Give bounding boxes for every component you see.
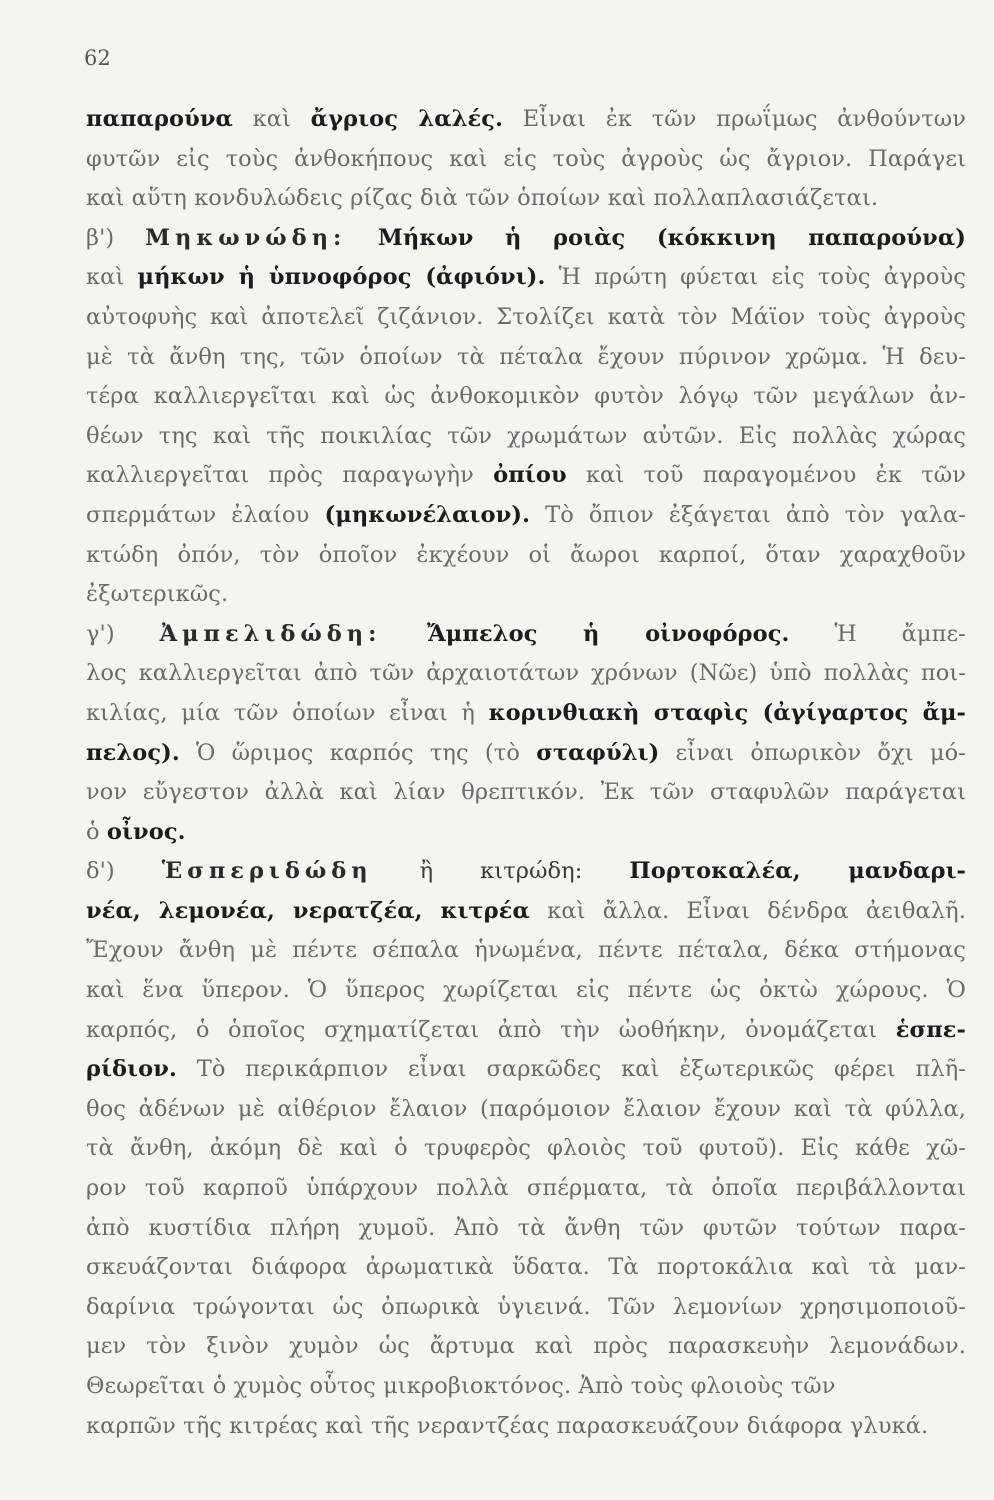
bold-term: Πορτοκαλέα, μανδαρι- [629, 858, 966, 885]
bold-term: κορινθιακὴ σταφὶς (ἀγίγαρτος ἄμ- [488, 699, 966, 726]
text-run: κιλίας, μία τῶν ὁποίων εἶναι ἡ [86, 699, 489, 726]
text-run: ρον τοῦ καρποῦ ὑπάρχουν πολλὰ σπέρματα, τὰ ὁποῖα περιβάλλονται [86, 1175, 966, 1202]
bold-term: πελος). [86, 739, 180, 766]
text-line [86, 813, 966, 853]
text-line [86, 179, 966, 219]
text-line [86, 219, 966, 259]
text-run: β') [86, 224, 146, 251]
text-line [86, 140, 966, 180]
text-run: θος ἀδένων μὲ αἰθέριον ἔλαιον (παρόμοιον ἔλαιον ἔχουν καὶ τὰ φύλλα, [86, 1095, 966, 1122]
text-run: μεν τὸν ξινὸν χυμὸν ὡς ἄρτυμα καὶ πρὸς παρασκευὴν λεμονάδων. [86, 1333, 966, 1360]
bold-term: οἶνος. [106, 818, 186, 845]
text-line [86, 417, 966, 457]
text-run: Ἡ ἄμπε- [789, 620, 966, 647]
text-line [86, 377, 966, 417]
text-line [86, 1209, 966, 1249]
bold-term: παπαρούνα [86, 106, 233, 132]
text-line [86, 1407, 966, 1447]
bold-term: νέα, λεμονέα, νερατζέα, κιτρέα [86, 897, 530, 924]
text-line [86, 1288, 966, 1328]
text-line [86, 496, 966, 536]
text-line [86, 1169, 966, 1209]
text-run: ἢ κιτρώδη: [372, 858, 630, 885]
text-run: φυτῶν εἰς τοὺς ἀνθοκήπους καὶ εἰς τοὺς ἀγροὺς ὡς ἄγριον. Παράγει [86, 145, 966, 172]
bold-term: μήκων ἡ ὑπνοφόρος (ἀφιόνι). [137, 264, 546, 291]
bold-term: Ἀμπελιδώδη: [159, 620, 382, 647]
text-run: Τὸ ὄπιον ἐξάγεται ἀπὸ τὸν γαλα- [530, 501, 966, 528]
text-run: Ὁ ὥριμος καρπός της (τὸ [179, 739, 537, 766]
text-run: εἶναι ὀπωρικὸν ὄχι μό- [659, 739, 966, 766]
text-line [86, 575, 966, 615]
text-run: τέρα καλλιεργεῖται καὶ ὡς ἀνθοκομικὸν φυτὸν λόγῳ τῶν μεγάλων ἀν- [86, 383, 966, 410]
text-line [86, 971, 966, 1011]
text-run: θέων της καὶ τῆς ποικιλίας τῶν χρωμάτων αὐτῶν. Εἰς πολλὰς χώρας [86, 422, 966, 449]
bold-term: ἄγριος λαλές. [310, 106, 504, 132]
text-run: νον εὔγεστον ἀλλὰ καὶ λίαν θρεπτικόν. Ἐκ τῶν σταφυλῶν παράγεται [86, 779, 966, 806]
bold-term: Μήκων ἡ ροιὰς (κόκκινη παπαρούνα) [346, 224, 966, 251]
text-line [86, 931, 966, 971]
text-run: σπερμάτων ἐλαίου [86, 501, 325, 528]
text-run: Θεωρεῖται ὁ χυμὸς οὗτος μικροβιοκτόνος. Ἀπὸ τοὺς φλοιοὺς τῶν [86, 1373, 836, 1399]
text-line [86, 258, 966, 298]
text-line [86, 615, 966, 655]
text-run: λος καλλιεργεῖται ἀπὸ τῶν ἀρχαιοτάτων χρόνων (Νῶε) ὑπὸ πολλὰς ποι- [86, 660, 966, 687]
bold-term: ἑσπε- [895, 1016, 966, 1043]
text-run: ἐξωτερικῶς. [86, 581, 229, 608]
body-text [86, 100, 966, 1446]
bold-term: σταφύλι) [536, 739, 660, 766]
text-line [86, 1248, 966, 1288]
text-line [86, 1129, 966, 1169]
text-run: δαρίνια τρώγονται ὡς ὀπωρικὰ ὑγιεινά. Τῶν λεμονίων χρησιμοποιοῦ- [86, 1293, 966, 1320]
text-line [86, 694, 966, 734]
text-run: κτώδη ὀπόν, τὸν ὁποῖον ἐκχέουν οἱ ἄωροι καρποί, ὅταν χαραχθοῦν [86, 541, 966, 568]
text-line [86, 1367, 966, 1407]
text-run: καὶ αὕτη κονδυλώδεις ρίζας διὰ τῶν ὁποίων καὶ πολλαπλασιάζεται. [86, 185, 879, 212]
text-line [86, 1327, 966, 1367]
text-line [86, 773, 966, 813]
bold-term: ρίδιον. [86, 1056, 177, 1083]
text-run: καὶ ἄλλα. Εἶναι δένδρα ἀειθαλῆ. [529, 897, 966, 924]
text-run: ἀπὸ κυστίδια πλήρη χυμοῦ. Ἀπὸ τὰ ἄνθη τῶν φυτῶν τούτων παρα- [86, 1214, 966, 1241]
text-run: τὰ ἄνθη, ἀκόμη δὲ καὶ ὁ τρυφερὸς φλοιὸς τοῦ φυτοῦ). Εἰς κάθε χῶ- [86, 1135, 966, 1162]
text-run: δ') [86, 858, 162, 885]
bold-term: Ἄμπελος ἡ οἰνοφόρος. [381, 620, 790, 647]
text-run: μὲ τὰ ἄνθη της, τῶν ὁποίων τὰ πέταλα ἔχουν πύρινον χρῶμα. Ἡ δευ- [86, 343, 966, 370]
text-run: Τὸ περικάρπιον εἶναι σαρκῶδες καὶ ἐξωτερικῶς φέρει πλῆ- [176, 1056, 966, 1083]
text-run: Εἶναι ἐκ τῶν πρωΐμως ἀνθούντων [503, 106, 966, 132]
text-run: καρπῶν τῆς κιτρέας καὶ τῆς νεραντζέας παρασκευάζουν διάφορα γλυκά. [86, 1412, 929, 1439]
text-line [86, 852, 966, 892]
text-line [86, 734, 966, 774]
text-line [86, 1011, 966, 1051]
text-line [86, 536, 966, 576]
text-run: καρπός, ὁ ὁποῖος σχηματίζεται ἀπὸ τὴν ὠοθήκην, ὀνομάζεται [86, 1016, 896, 1043]
bold-term: Ἑσπεριδώδη [161, 858, 373, 885]
text-line [86, 892, 966, 932]
text-line [86, 298, 966, 338]
page-number: 62 [84, 46, 111, 70]
text-line [86, 338, 966, 378]
bold-term: ὀπίου [493, 462, 567, 489]
text-run: γ') [86, 620, 160, 647]
bold-term: Μηκωνώδη: [145, 224, 347, 251]
text-run: καὶ τοῦ παραγομένου ἐκ τῶν [566, 462, 966, 489]
bold-term: (μηκωνέλαιον). [324, 501, 531, 528]
text-run: καὶ ἕνα ὕπερον. Ὁ ὕπερος χωρίζεται εἰς πέντε ὡς ὀκτὼ χώρους. Ὁ [86, 977, 966, 1004]
text-run: Ἡ πρώτη φύεται εἰς τοὺς ἀγροὺς [545, 264, 966, 291]
text-line [86, 100, 966, 140]
text-line [86, 456, 966, 496]
text-run: καὶ [86, 264, 138, 291]
text-run: καλλιεργεῖται πρὸς παραγωγὴν [86, 462, 494, 489]
text-line [86, 1050, 966, 1090]
text-run: ὁ [86, 818, 107, 845]
text-line [86, 654, 966, 694]
text-run: σκευάζονται διάφορα ἀρωματικὰ ὕδατα. Τὰ πορτοκάλια καὶ τὰ μαν- [86, 1254, 966, 1281]
text-run: Ἔχουν ἄνθη μὲ πέντε σέπαλα ἡνωμένα, πέντε πέταλα, δέκα στήμονας [86, 937, 966, 964]
text-line [86, 1090, 966, 1130]
text-run: καὶ [232, 106, 311, 132]
text-run: αὐτοφυὴς καὶ ἀποτελεῖ ζιζάνιον. Στολίζει κατὰ τὸν Μάϊον τοὺς ἀγροὺς [86, 303, 966, 330]
